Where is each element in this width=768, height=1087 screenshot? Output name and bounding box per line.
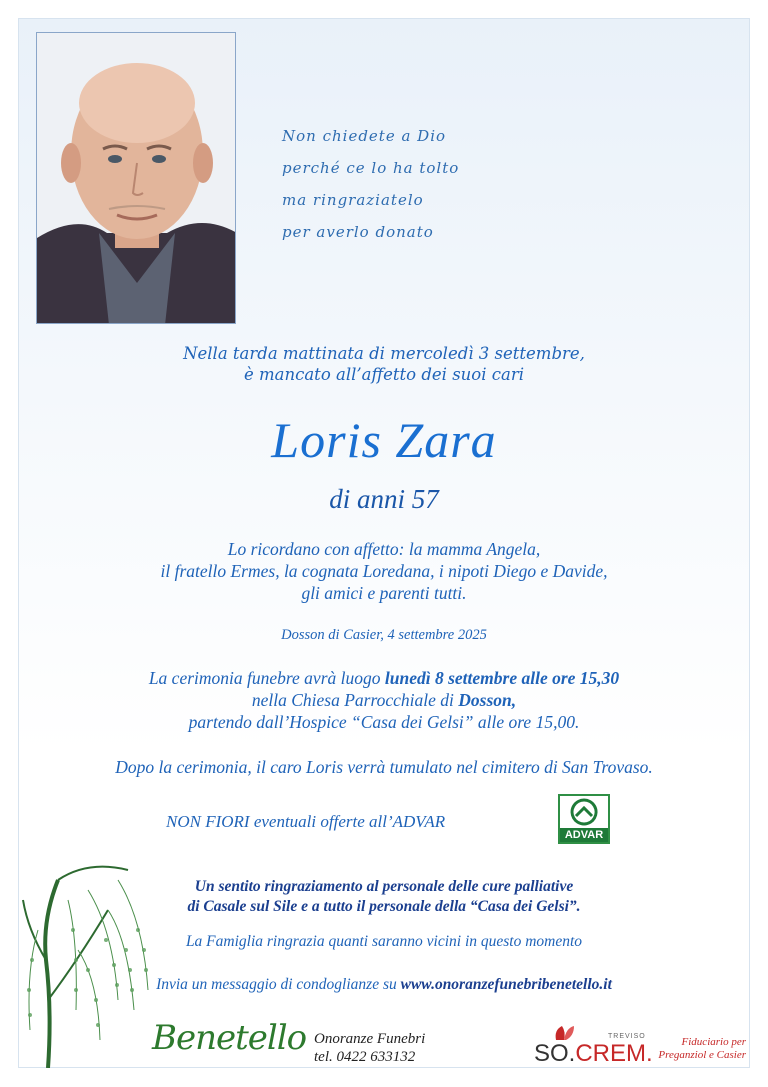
poem-line: perché ce lo ha tolto bbox=[282, 159, 460, 177]
ceremony-text: La cerimonia funebre avrà luogo bbox=[148, 668, 385, 688]
portrait-illustration bbox=[37, 33, 236, 324]
ceremony-line: partendo dall’Hospice “Casa dei Gelsi” alle ore 15,00. bbox=[188, 712, 580, 732]
family-line: Lo ricordano con affetto: la mamma Angela, bbox=[227, 539, 541, 559]
family-thanks: La Famiglia ringrazia quanti saranno vicini in questo momento bbox=[185, 933, 583, 950]
family-list bbox=[0, 538, 768, 604]
willow-tree-icon bbox=[18, 840, 168, 1068]
burial-info: Dopo la cerimonia, il caro Loris verrà tumulato nel cimitero di San Trovaso. bbox=[115, 757, 653, 777]
place-date: Dosson di Casier, 4 settembre 2025 bbox=[281, 627, 487, 643]
funeral-home-brand: Benetello bbox=[152, 1018, 307, 1058]
deceased-age: di anni 57 bbox=[329, 484, 439, 514]
funeral-home-service: Onoranze Funebri bbox=[314, 1031, 426, 1047]
fiduciary-line: Fiduciario per bbox=[681, 1036, 746, 1048]
poem-line: per averlo donato bbox=[282, 223, 434, 241]
deceased-name: Loris Zara bbox=[271, 412, 497, 468]
poem bbox=[282, 120, 459, 248]
socrem-logo bbox=[534, 1040, 653, 1068]
intro-line: è mancato all’affetto dei suoi cari bbox=[243, 365, 525, 384]
funeral-home-info bbox=[314, 1030, 425, 1066]
poem-line: Non chiedete a Dio bbox=[282, 127, 447, 145]
intro-text bbox=[0, 343, 768, 385]
condolence-link[interactable]: www.onoranzefunebribenetello.it bbox=[400, 976, 612, 993]
portrait-photo bbox=[36, 32, 236, 324]
ceremony-place: Dosson, bbox=[458, 690, 517, 710]
socrem-city: TREVISO bbox=[608, 1033, 646, 1040]
flower-logo-icon bbox=[552, 1022, 576, 1042]
ceremony-info bbox=[0, 667, 768, 733]
ceremony-line bbox=[0, 689, 768, 711]
advar-icon bbox=[560, 796, 608, 828]
family-line: gli amici e parenti tutti. bbox=[301, 583, 467, 603]
socrem-part: SO. bbox=[534, 1040, 576, 1067]
no-flowers-notice: NON FIORI eventuali offerte all’ADVAR bbox=[166, 812, 446, 831]
poem-line: ma ringraziatelo bbox=[282, 191, 424, 209]
funeral-home-phone: tel. 0422 633132 bbox=[314, 1049, 416, 1065]
fiduciary-note bbox=[648, 1036, 746, 1062]
condolence-text: Invia un messaggio di condoglianze su bbox=[156, 976, 401, 993]
thanks-line: Un sentito ringraziamento al personale delle cure palliative bbox=[194, 878, 574, 895]
ceremony-line bbox=[0, 667, 768, 689]
ceremony-datetime: lunedì 8 settembre alle ore 15,30 bbox=[384, 668, 620, 688]
advar-label: ADVAR bbox=[560, 828, 608, 842]
family-line: il fratello Ermes, la cognata Loredana, i nipoti Diego e Davide, bbox=[160, 561, 608, 581]
advar-logo bbox=[558, 794, 610, 844]
ceremony-text: nella Chiesa Parrocchiale di bbox=[251, 690, 459, 710]
thanks-line: di Casale sul Sile e a tutto il personale della “Casa dei Gelsi”. bbox=[187, 898, 581, 915]
fiduciary-line: Preganziol e Casier bbox=[658, 1049, 746, 1061]
socrem-part: CREM. bbox=[575, 1040, 653, 1067]
intro-line: Nella tarda mattinata di mercoledì 3 settembre, bbox=[183, 344, 585, 363]
